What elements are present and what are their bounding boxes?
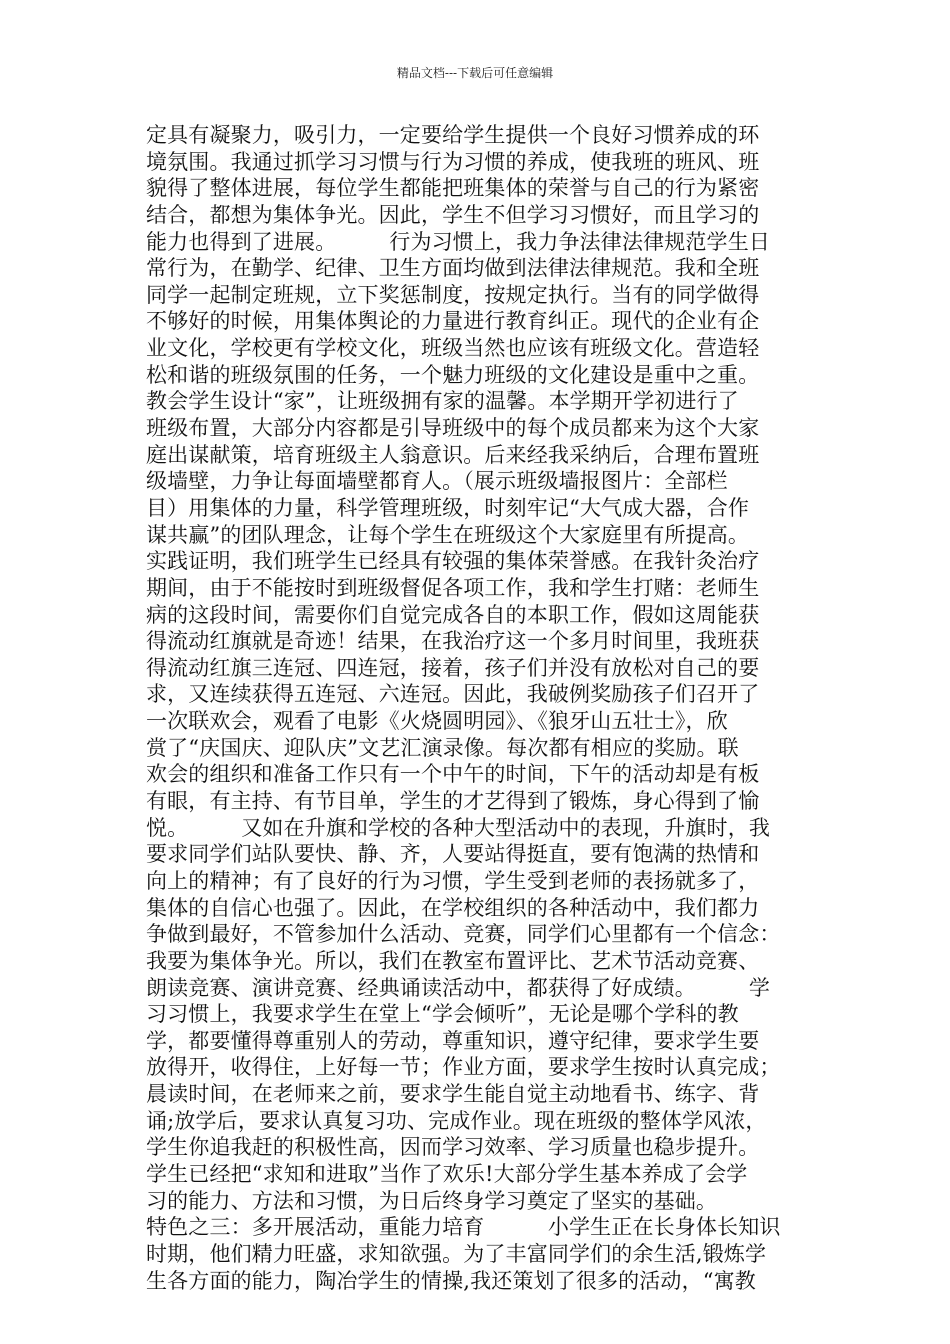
text-line: 实践证明，我们班学生已经具有较强的集体荣誉感。在我针灸治疗 — [146, 549, 760, 574]
text-line: 集体的自信心也强了。因此，在学校组织的各种活动中，我们都力 — [146, 895, 760, 920]
text-line: 悦。 又如在升旗和学校的各种大型活动中的表现，升旗时，我 — [146, 815, 770, 840]
text-line: 班级布置，大部分内容都是引导班级中的每个成员都来为这个大家 — [146, 416, 760, 441]
text-line: 向上的精神；有了良好的行为习惯，学生受到老师的表扬就多了， — [146, 868, 760, 893]
text-line: 教会学生设计“家”，让班级拥有家的温馨。本学期开学初进行了 — [146, 389, 739, 414]
text-line: 定具有凝聚力，吸引力，一定要给学生提供一个良好习惯养成的环 — [146, 123, 760, 147]
text-line: 庭出谋献策，培育班级主人翁意识。后来经我采纳后，合理布置班 — [146, 442, 760, 467]
text-line: 同学一起制定班规，立下奖惩制度，按规定执行。当有的同学做得 — [146, 282, 760, 307]
text-line: 习的能力、方法和习惯，为日后终身学习奠定了坚实的基础。 — [146, 1188, 718, 1213]
text-line: 学，都要懂得尊重别人的劳动，尊重知识，遵守纪律，要求学生要 — [146, 1028, 760, 1053]
text-line: 要求同学们站队要快、静、齐，人要站得挺直，要有饱满的热情和 — [146, 842, 760, 867]
text-line: 时期，他们精力旺盛，求知欲强。为了丰富同学们的余生活,锻炼学 — [146, 1241, 767, 1266]
text-line: 病的这段时间，需要你们自觉完成各自的本职工作，假如这周能获 — [146, 602, 760, 627]
text-line: 求，又连续获得五连冠、六连冠。因此，我破例奖励孩子们召开了 — [146, 682, 760, 707]
text-line: 有眼，有主持、有节目单，学生的才艺得到了锻炼，身心得到了愉 — [146, 789, 760, 814]
page-header: 精品文档---下载后可任意编辑 — [396, 66, 554, 80]
text-line: 一次联欢会，观看了电影《火烧圆明园》、《狼牙山五壮士》，欣 — [146, 709, 728, 734]
text-line: 争做到最好，不管参加什么活动、竞赛，同学们心里都有一个信念： — [146, 922, 781, 947]
text-line: 特色之三：多开展活动，重能力培育 小学生正在长身体长知识 — [146, 1215, 781, 1240]
text-line: 欢会的组织和准备工作只有一个中午的时间，下午的活动却是有板 — [146, 762, 760, 787]
text-line: 习习惯上，我要求学生在堂上“学会倾听”，无论是哪个学科的教 — [146, 1002, 739, 1027]
text-line: 境氛围。我通过抓学习习惯与行为习惯的养成，使我班的班风、班 — [146, 149, 760, 174]
text-line: 常行为，在勤学、纪律、卫生方面均做到法律法律规范。我和全班 — [146, 256, 760, 281]
document-body — [146, 122, 812, 1294]
text-line: 谋共赢”的团队理念，让每个学生在班级这个大家庭里有所提高。 — [146, 522, 750, 547]
text-line: 结合，都想为集体争光。因此，学生不但学习习惯好，而且学习的 — [146, 202, 760, 227]
text-line: 晨读时间，在老师来之前，要求学生能自觉主动地看书、练字、背 — [146, 1082, 760, 1107]
text-line: 业文化，学校更有学校文化，班级当然也应该有班级文化。营造轻 — [146, 336, 760, 361]
text-line: 诵;放学后，要求认真复习功、完成作业。现在班级的整体学风浓， — [146, 1108, 767, 1133]
text-line: 级墙壁，力争让每面墙壁都育人。（展示班级墙报图片：全部栏 — [146, 469, 728, 494]
text-line: 放得开，收得住，上好每一节；作业方面，要求学生按时认真完成； — [146, 1055, 781, 1080]
text-line: 松和谐的班级氛围的任务，一个魅力班级的文化建设是重中之重。 — [146, 362, 760, 387]
text-line: 不够好的时候，用集体舆论的力量进行教育纠正。现代的企业有企 — [146, 309, 760, 334]
text-line: 能力也得到了进展。 行为习惯上，我力争法律法律规范学生日 — [146, 229, 770, 254]
text-line: 生各方面的能力，陶冶学生的情操,我还策划了很多的活动，“寓教 — [146, 1268, 756, 1293]
text-line: 目）用集体的力量，科学管理班级，时刻牢记“大气成大器，合作 — [146, 495, 750, 520]
text-line: 赏了“庆国庆、迎队庆”文艺汇演录像。每次都有相应的奖励。联 — [146, 735, 739, 760]
text-line: 得流动红旗就是奇迹！结果，在我治疗这一个多月时间里，我班获 — [146, 629, 760, 654]
text-line: 貌得了整体进展，每位学生都能把班集体的荣誉与自己的行为紧密 — [146, 176, 760, 201]
text-line: 期间，由于不能按时到班级督促各项工作，我和学生打赌：老师生 — [146, 575, 760, 600]
text-line: 朗读竞赛、演讲竞赛、经典诵读活动中，都获得了好成绩。 学 — [146, 975, 770, 1000]
text-line: 学生你追我赶的积极性高，因而学习效率、学习质量也稳步提升。 — [146, 1135, 760, 1160]
text-line: 得流动红旗三连冠、四连冠，接着，孩子们并没有放松对自己的要 — [146, 655, 760, 680]
text-line: 学生已经把“求知和进取”当作了欢乐!大部分学生基本养成了会学 — [146, 1161, 748, 1186]
text-line: 我要为集体争光。所以，我们在教室布置评比、艺术节活动竞赛、 — [146, 948, 760, 973]
